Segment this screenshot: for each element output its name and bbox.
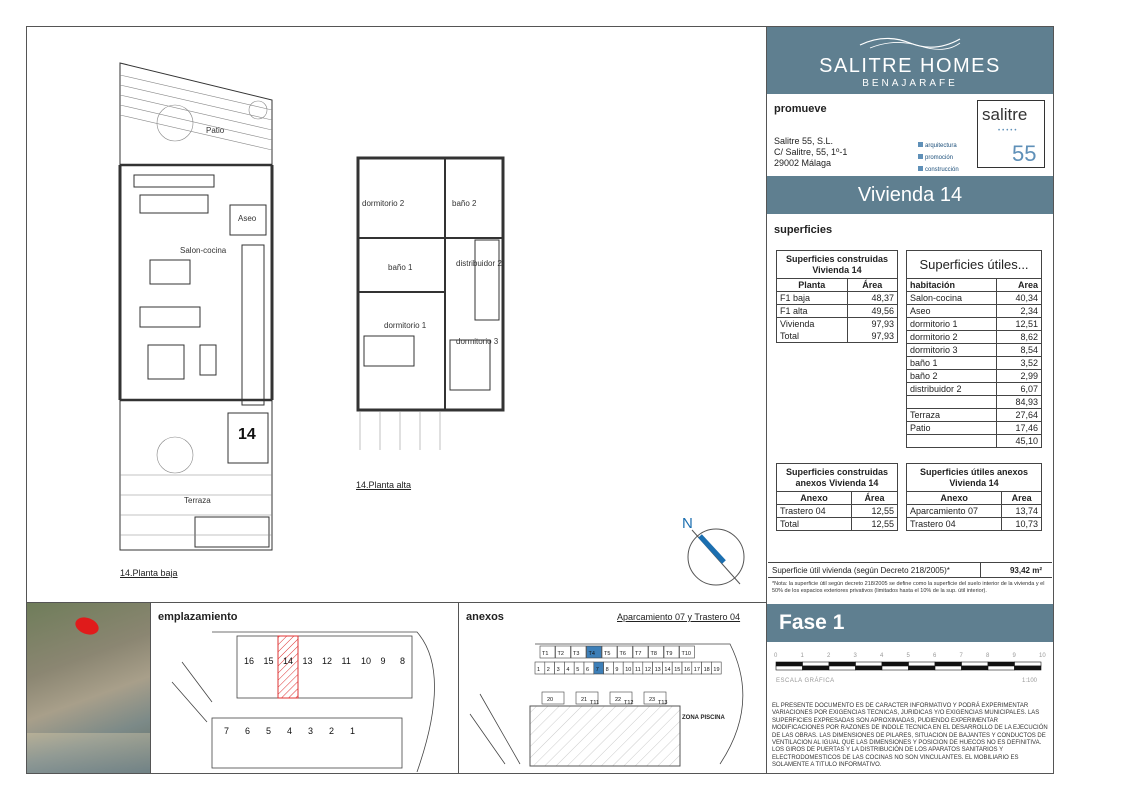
parking-label: 2 <box>546 667 550 673</box>
site-unit-label: 11 <box>341 656 351 666</box>
storage-label: T9 <box>666 651 673 657</box>
table-header: Área <box>847 279 897 292</box>
scale-segment <box>829 662 856 666</box>
parking-label: 10 <box>625 667 632 673</box>
table-row: dormitorio 1 12,51 <box>907 318 1042 331</box>
site-unit-label: 2 <box>329 726 335 736</box>
storage-label: T4 <box>588 651 595 657</box>
room-label: dormitorio 3 <box>456 337 499 346</box>
site-plan <box>152 622 457 772</box>
parking-label: 11 <box>635 667 641 673</box>
promoter-line: 29002 Málaga <box>774 158 832 168</box>
services-list <box>918 140 959 176</box>
parking-label: 23 <box>649 697 656 703</box>
scale-segment <box>776 662 803 666</box>
promoter-logo <box>977 100 1045 168</box>
scale-segment <box>909 666 936 670</box>
table-row: F1 alta 49,56 <box>777 305 898 318</box>
divider <box>150 602 151 774</box>
divider <box>766 26 767 774</box>
table-row: dormitorio 3 8,54 <box>907 344 1042 357</box>
table-row: Aparcamiento 07 13,74 <box>907 505 1042 518</box>
table-row: Patio 17,46 <box>907 422 1042 435</box>
parking-label: 16 <box>684 667 691 673</box>
brand-location: BENAJARAFE <box>862 78 958 89</box>
scale-label: ESCALA GRÁFICA <box>776 678 835 684</box>
room-label: dormitorio 2 <box>362 199 405 208</box>
scale-segment <box>988 666 1015 670</box>
site-unit-label: 13 <box>302 656 313 666</box>
logo-dots-icon: ••••• <box>998 128 1019 134</box>
location-map <box>27 603 150 773</box>
site-unit-label: 15 <box>263 656 274 666</box>
parking-label: 1 <box>537 667 541 673</box>
parking-label: 6 <box>586 667 590 673</box>
table-header: habitación <box>907 279 997 292</box>
parking-label: 4 <box>566 667 570 673</box>
surfaces-heading: superficies <box>774 224 833 236</box>
parking-label: 21 <box>581 697 588 703</box>
north-arrow-icon <box>678 512 750 588</box>
table-header: Anexo <box>907 492 1002 505</box>
scale-segment <box>935 666 962 670</box>
parking-label: 8 <box>605 667 609 673</box>
annex-subtitle: Aparcamiento 07 y Trastero 04 <box>617 612 741 622</box>
promoter-line: C/ Salitre, 55, 1º-1 <box>774 147 848 157</box>
built-annex-table <box>776 463 898 531</box>
table-row: Trastero 04 12,55 <box>777 505 898 518</box>
scale-segment <box>962 662 989 666</box>
site-unit-label: 5 <box>266 726 272 736</box>
brand-name: SALITRE HOMES <box>819 55 1001 77</box>
service-item: promoción <box>925 155 954 161</box>
scale-number: 0 <box>774 653 778 659</box>
site-unit-label: 14 <box>283 656 294 666</box>
scale-segment <box>1015 666 1042 670</box>
parking-label: 9 <box>615 667 619 673</box>
table-header: Anexo <box>777 492 852 505</box>
brand-header <box>767 27 1053 94</box>
service-item: construcción <box>925 167 959 173</box>
scale-number: 4 <box>880 653 884 659</box>
table-row: 84,93 <box>907 396 1042 409</box>
storage-label: T11 <box>590 700 600 706</box>
disclaimer: EL PRESENTE DOCUMENTO ES DE CARACTER INFORMATIVO Y PODRÁ EXPERIMENTAR VARIACIONES POR EXIGENCIAS TECNICAS, JURIDICAS Y/O EXIGENCIAS MUNICIPALES. LAS SUPERFICIES EXPRESADAS SON APROXIMADAS, PUDIENDO EXPERIMENTAR MODIFICACIONES POR RAZONES DE INDOLE TECNICA EN EL DESARROLLO DE LA EJECUCIÓN DE LAS OBRAS. LAS DIMENSIONES DE PILARES, SITUACION DE BAJANTES Y CONDUCTOS DE VENTILACION AL IGUAL QUE LAS DIMENSIONES Y POSICION DE HUECOS NO ES DEFINITIVA. LOS GIROS DE PUERTAS Y LA DISTRIBUCIÓN DE LOS APARATOS SANITARIOS Y ELECTRODOMESTICOS DE LAS COCINAS NO SON VINCULANTES. EL MOBILIARIO ES SOLAMENTE A TITULO INFORMATIVO. <box>772 703 1048 769</box>
site-unit-label: 6 <box>245 726 251 736</box>
parking-label: 7 <box>595 667 599 673</box>
storage-label: T7 <box>635 651 642 657</box>
room-label: baño 2 <box>452 199 477 208</box>
site-unit-label: 4 <box>287 726 293 736</box>
parking-label: 22 <box>615 697 622 703</box>
room-label: dormitorio 1 <box>384 321 427 330</box>
table-row: Terraza 27,64 <box>907 409 1042 422</box>
room-label: Salon-cocina <box>180 246 227 255</box>
useful-total-row <box>768 562 1052 578</box>
useful-total-label: Superficie útil vivienda (según Decreto 218/2005)* <box>772 566 950 575</box>
table-row: Salon-cocina 40,34 <box>907 292 1042 305</box>
site-unit-label: 3 <box>308 726 314 736</box>
scale-number: 1 <box>800 653 804 659</box>
site-unit-label: 9 <box>380 656 386 666</box>
north-label: N <box>682 515 693 532</box>
table-row: dormitorio 2 8,62 <box>907 331 1042 344</box>
promoter-heading: promueve <box>774 103 827 115</box>
site-unit-label: 16 <box>244 656 255 666</box>
storage-label: T1 <box>542 651 549 657</box>
scale-number: 2 <box>827 653 831 659</box>
table-row: F1 baja 48,37 <box>777 292 898 305</box>
parking-label: 20 <box>547 697 554 703</box>
parking-label: 13 <box>654 667 661 673</box>
ground-plan-caption: 14.Planta baja <box>120 568 178 578</box>
area-note: *Nota: la superficie útil según decreto 218/2005 se define como la superficie del suelo interior de la vivienda y el 50% de los espacios exteriores privativos (limitados hasta el 10% de la sup. útil interior). <box>772 581 1045 594</box>
site-unit-label: 1 <box>350 726 356 736</box>
useful-annex-table <box>906 463 1042 531</box>
table-title: Superficies útiles anexos Vivienda 14 <box>907 464 1042 492</box>
site-unit-label: 10 <box>361 656 372 666</box>
waves-logo-icon <box>855 33 965 51</box>
parking-label: 3 <box>556 667 560 673</box>
site-unit-label: 12 <box>322 656 333 666</box>
annex-plan <box>460 624 765 772</box>
table-row: Aseo 2,34 <box>907 305 1042 318</box>
scale-segment <box>988 662 1015 666</box>
ground-floor-plan <box>110 55 290 575</box>
scale-number: 9 <box>1012 653 1016 659</box>
scale-segment <box>856 662 883 666</box>
scale-ratio: 1:100 <box>1022 678 1038 684</box>
parking-label: 19 <box>713 667 720 673</box>
useful-total-value: 93,42 m² <box>1009 566 1042 575</box>
scale-number: 6 <box>933 653 937 659</box>
location-marker-icon <box>73 614 101 637</box>
site-heading: emplazamiento <box>158 611 238 623</box>
scale-number: 5 <box>906 653 910 659</box>
room-label: Terraza <box>184 496 211 505</box>
scale-segment <box>962 666 989 670</box>
service-item: arquitectura <box>925 143 957 149</box>
storage-label: T10 <box>681 651 691 657</box>
upper-plan-caption: 14.Planta alta <box>356 480 412 490</box>
scale-segment <box>856 666 883 670</box>
site-unit-label: 8 <box>400 656 406 666</box>
unit-number: 14 <box>238 426 256 443</box>
room-label: baño 1 <box>388 263 413 272</box>
table-header: Area <box>1002 492 1042 505</box>
storage-label: T3 <box>573 651 580 657</box>
table-row: 45,10 <box>907 435 1042 448</box>
unit-title: Vivienda 14 <box>767 176 1053 214</box>
annex-heading: anexos <box>466 611 504 623</box>
scale-segment <box>882 662 909 666</box>
promoter-address <box>774 136 847 169</box>
scale-number: 3 <box>853 653 857 659</box>
storage-label: T13 <box>658 700 668 706</box>
phase-banner: Fase 1 <box>767 604 1053 642</box>
storage-label: T8 <box>650 651 657 657</box>
table-row: distribuidor 2 6,07 <box>907 383 1042 396</box>
logo-word: salitre <box>982 105 1028 124</box>
logo-number: 55 <box>1012 141 1037 166</box>
table-row: baño 2 2,99 <box>907 370 1042 383</box>
site-unit-label: 7 <box>224 726 230 736</box>
table-header: Area <box>996 279 1041 292</box>
parking-label: 14 <box>664 667 671 673</box>
pool-label: ZONA PISCINA <box>682 715 725 721</box>
room-label: Patio <box>206 126 225 135</box>
useful-area-table <box>906 250 1042 448</box>
storage-label: T6 <box>619 651 626 657</box>
table-row: Total 97,93 <box>777 330 898 343</box>
room-label: Aseo <box>238 214 257 223</box>
scale-number: 10 <box>1039 653 1046 659</box>
scale-segment <box>829 666 856 670</box>
table-title: Superficies construidas anexos Vivienda 14 <box>777 464 898 492</box>
scale-segment <box>909 662 936 666</box>
scale-segment <box>776 666 803 670</box>
parking-label: 5 <box>576 667 580 673</box>
parking-label: 12 <box>644 667 651 673</box>
promoter-line: Salitre 55, S.L. <box>774 136 834 146</box>
table-row: baño 1 3,52 <box>907 357 1042 370</box>
parking-label: 17 <box>693 667 700 673</box>
table-header: Planta <box>777 279 848 292</box>
table-title: Superficies útiles... <box>907 251 1042 279</box>
built-area-table <box>776 250 898 343</box>
divider <box>458 602 459 774</box>
storage-label: T2 <box>557 651 564 657</box>
upper-floor-plan <box>350 150 510 450</box>
scale-segment <box>1015 662 1042 666</box>
table-title: Superficies construidas Vivienda 14 <box>777 251 898 279</box>
storage-label: T5 <box>604 651 611 657</box>
scale-segment <box>882 666 909 670</box>
table-header: Área <box>851 492 897 505</box>
room-label: distribuidor 2 <box>456 259 502 268</box>
scale-segment <box>803 662 830 666</box>
scale-number: 7 <box>959 653 963 659</box>
table-row: Vivienda 97,93 <box>777 318 898 331</box>
scale-number: 8 <box>986 653 990 659</box>
scale-segment <box>803 666 830 670</box>
scale-segment <box>935 662 962 666</box>
parking-label: 15 <box>674 667 681 673</box>
parking-label: 18 <box>703 667 710 673</box>
table-row: Trastero 04 10,73 <box>907 518 1042 531</box>
storage-label: T12 <box>624 700 634 706</box>
table-row: Total 12,55 <box>777 518 898 531</box>
